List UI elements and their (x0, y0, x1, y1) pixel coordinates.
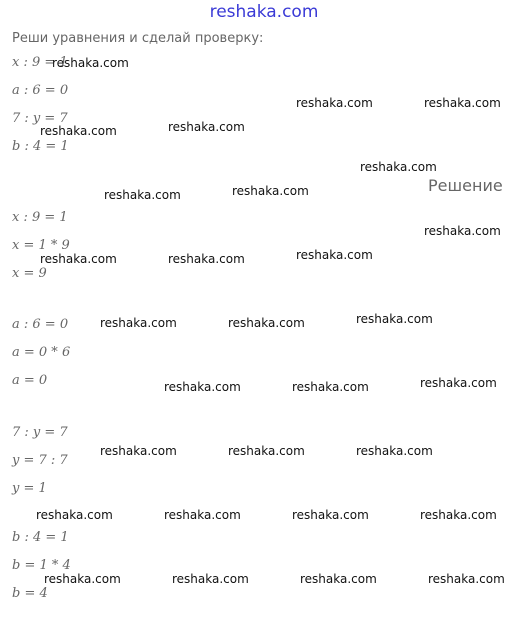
equation-1: x : 9 = 1 (12, 55, 68, 70)
watermark: reshaka.com (420, 508, 497, 522)
watermark: reshaka.com (428, 572, 505, 586)
solution-x-line-1: x : 9 = 1 (12, 210, 68, 225)
equation-4: b : 4 = 1 (12, 139, 69, 154)
watermark: reshaka.com (424, 96, 501, 110)
watermark: reshaka.com (232, 184, 309, 198)
watermark: reshaka.com (292, 508, 369, 522)
solution-a-line-2: a = 0 * 6 (12, 345, 71, 360)
watermark: reshaka.com (40, 124, 117, 138)
equation-2: a : 6 = 0 (12, 83, 69, 98)
watermark: reshaka.com (164, 508, 241, 522)
watermark: reshaka.com (172, 572, 249, 586)
solution-b-line-3: b = 4 (12, 586, 48, 601)
watermark: reshaka.com (36, 508, 113, 522)
watermark: reshaka.com (300, 572, 377, 586)
watermark: reshaka.com (168, 120, 245, 134)
watermark: reshaka.com (296, 96, 373, 110)
solution-y-line-3: y = 1 (12, 481, 47, 496)
watermark: reshaka.com (100, 444, 177, 458)
equation-3: 7 : y = 7 (12, 111, 68, 126)
watermark: reshaka.com (228, 316, 305, 330)
solution-heading: Решение (428, 176, 503, 195)
watermark: reshaka.com (40, 252, 117, 266)
watermark: reshaka.com (296, 248, 373, 262)
solution-x-line-3: x = 9 (12, 266, 47, 281)
watermark: reshaka.com (44, 572, 121, 586)
watermark: reshaka.com (356, 444, 433, 458)
watermark: reshaka.com (104, 188, 181, 202)
solution-b-line-1: b : 4 = 1 (12, 530, 69, 545)
watermark: reshaka.com (164, 380, 241, 394)
solution-a-line-1: a : 6 = 0 (12, 317, 69, 332)
watermark: reshaka.com (228, 444, 305, 458)
watermark: reshaka.com (168, 252, 245, 266)
solution-y-line-1: 7 : y = 7 (12, 425, 68, 440)
watermark: reshaka.com (292, 380, 369, 394)
solution-x-line-2: x = 1 * 9 (12, 238, 70, 253)
watermark: reshaka.com (52, 56, 129, 70)
solution-y-line-2: y = 7 : 7 (12, 453, 68, 468)
site-title[interactable]: reshaka.com (209, 2, 319, 22)
solution-b-line-2: b = 1 * 4 (12, 558, 71, 573)
watermark: reshaka.com (356, 312, 433, 326)
solution-a-line-3: a = 0 (12, 373, 48, 388)
task-text: Реши уравнения и сделай проверку: (12, 31, 264, 46)
watermark: reshaka.com (420, 376, 497, 390)
watermark: reshaka.com (424, 224, 501, 238)
watermark: reshaka.com (360, 160, 437, 174)
watermark: reshaka.com (100, 316, 177, 330)
